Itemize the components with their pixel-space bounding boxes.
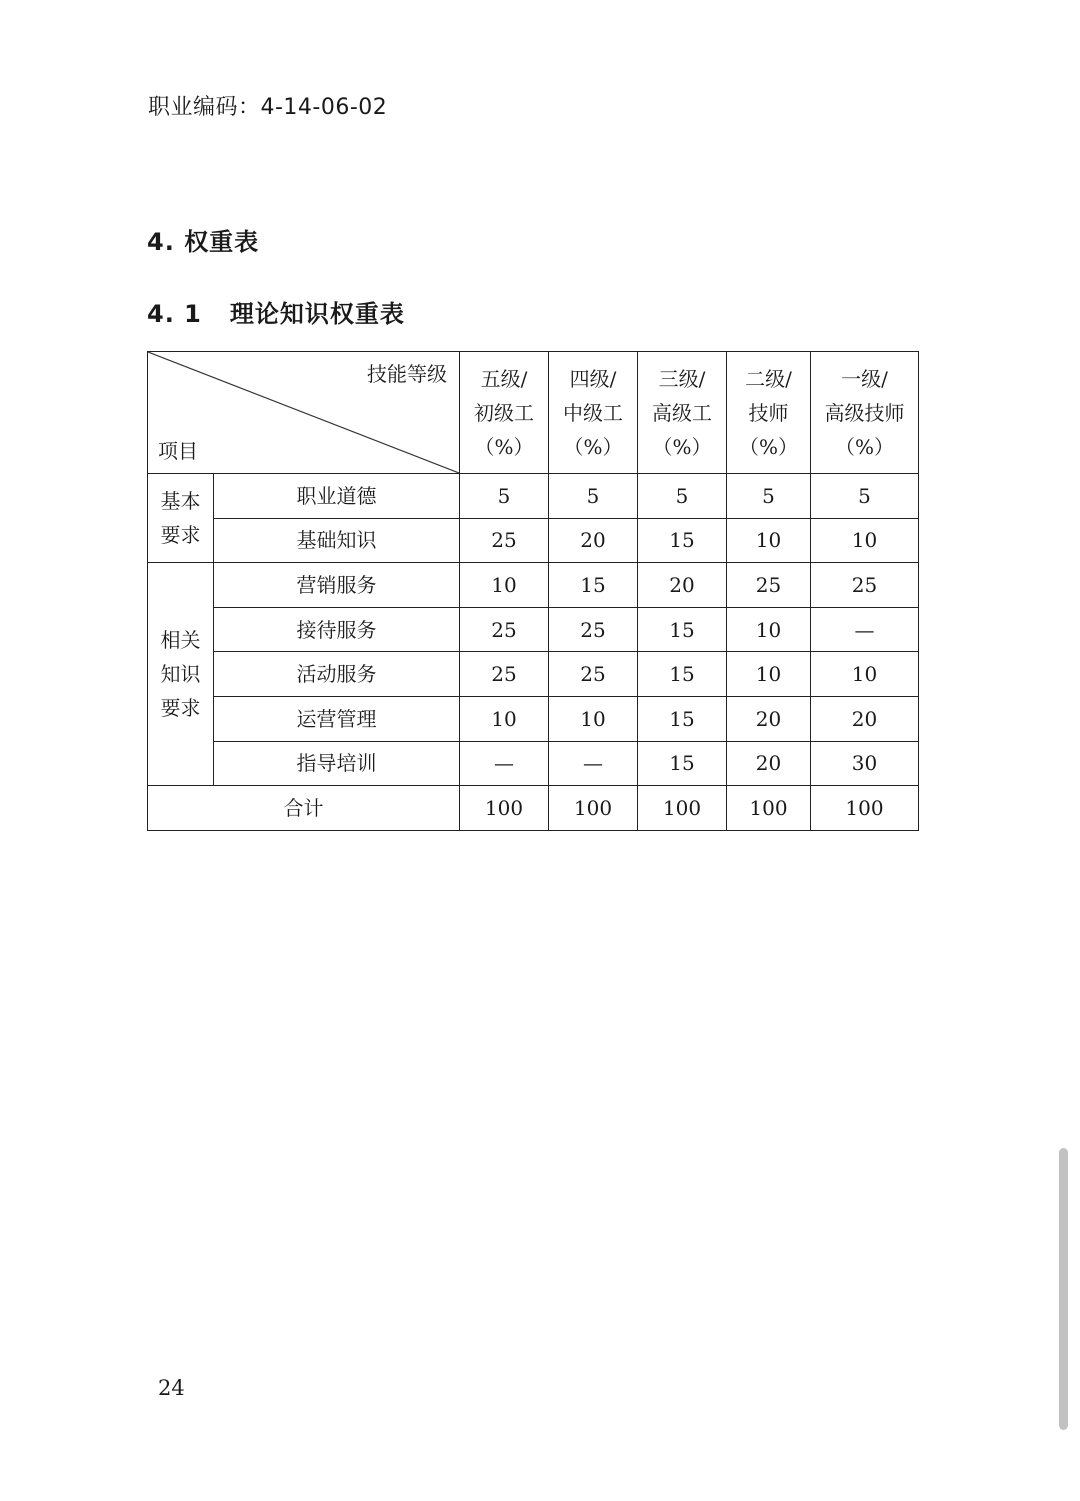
level-header-line: 高级工 [652, 400, 712, 425]
value-cell: 10 [727, 607, 811, 652]
level-header-line: 高级技师 [824, 400, 905, 425]
value-cell: 20 [638, 563, 727, 608]
value-cell: 25 [460, 607, 549, 652]
section-title [147, 222, 259, 257]
value-cell: 5 [811, 474, 919, 519]
value-cell: 15 [549, 563, 638, 608]
weight-table [147, 351, 919, 831]
value-cell: 25 [460, 652, 549, 697]
level-header-3 [638, 352, 727, 474]
value-cell: 5 [460, 474, 549, 519]
total-value-cell: 100 [638, 786, 727, 831]
level-header-line: （%） [563, 434, 623, 459]
value-cell: 20 [811, 696, 919, 741]
table-row [148, 518, 919, 563]
value-cell: 5 [727, 474, 811, 519]
value-cell: 15 [638, 741, 727, 786]
subsection-title-text: 理论知识权重表 [229, 300, 405, 328]
value-cell: 10 [727, 518, 811, 563]
value-cell: 25 [549, 607, 638, 652]
value-cell: 10 [727, 652, 811, 697]
table-header-row [148, 352, 919, 474]
total-value-cell: 100 [460, 786, 549, 831]
table-row [148, 652, 919, 697]
item-cell: 接待服务 [214, 607, 460, 652]
level-header-line: 技师 [748, 400, 789, 425]
value-cell: 25 [811, 563, 919, 608]
corner-item-label: 项目 [158, 439, 198, 463]
level-header-line: （%） [474, 434, 534, 459]
table-row [148, 741, 919, 786]
item-cell: 营销服务 [214, 563, 460, 608]
value-cell: 15 [638, 652, 727, 697]
group-label-line: 基本 [160, 489, 201, 514]
level-header-2 [727, 352, 811, 474]
section-number: 4. [147, 228, 175, 256]
section-title-text: 权重表 [184, 228, 260, 256]
vertical-scrollbar-thumb[interactable] [1059, 1148, 1068, 1430]
group-label-line: 要求 [160, 523, 201, 548]
value-cell: 20 [727, 741, 811, 786]
item-cell: 基础知识 [214, 518, 460, 563]
value-cell: 15 [638, 696, 727, 741]
table-row [148, 474, 919, 519]
subsection-number: 4. 1 [147, 300, 202, 328]
value-cell: 20 [727, 696, 811, 741]
occupation-code: 职业编码：4-14-06-02 [148, 95, 388, 120]
value-cell: 10 [460, 696, 549, 741]
value-cell: 15 [638, 518, 727, 563]
value-cell: — [460, 741, 549, 786]
value-cell: 25 [727, 563, 811, 608]
level-header-line: 初级工 [474, 400, 534, 425]
level-header-line: 一级/ [841, 366, 888, 391]
subsection-title [147, 294, 405, 329]
value-cell: 10 [460, 563, 549, 608]
group-label-line: 知识 [160, 662, 201, 687]
level-header-line: 三级/ [658, 366, 706, 391]
group-label-line: 相关 [160, 628, 201, 653]
value-cell: 10 [811, 518, 919, 563]
total-row [148, 786, 919, 831]
level-header-line: 四级/ [569, 366, 617, 391]
item-cell: 运营管理 [214, 696, 460, 741]
level-header-line: 五级/ [480, 366, 528, 391]
level-header-line: （%） [652, 434, 712, 459]
total-label: 合计 [148, 786, 460, 831]
table-row [148, 607, 919, 652]
level-header-line: 二级/ [745, 366, 792, 391]
value-cell: — [549, 741, 638, 786]
level-header-line: （%） [738, 434, 798, 459]
value-cell: 5 [638, 474, 727, 519]
diagonal-header-cell [148, 352, 460, 474]
value-cell: 10 [549, 696, 638, 741]
group-basic-requirements [148, 474, 214, 563]
value-cell: 30 [811, 741, 919, 786]
total-value-cell: 100 [549, 786, 638, 831]
page-number: 24 [158, 1376, 185, 1400]
item-cell: 职业道德 [214, 474, 460, 519]
item-cell: 活动服务 [214, 652, 460, 697]
level-header-5 [460, 352, 549, 474]
total-value-cell: 100 [811, 786, 919, 831]
item-cell: 指导培训 [214, 741, 460, 786]
total-value-cell: 100 [727, 786, 811, 831]
corner-skill-level-label: 技能等级 [367, 362, 447, 386]
value-cell: 5 [549, 474, 638, 519]
value-cell: 25 [460, 518, 549, 563]
group-label-line: 要求 [160, 696, 201, 721]
value-cell: 15 [638, 607, 727, 652]
level-header-1 [811, 352, 919, 474]
table-row [148, 563, 919, 608]
table-row [148, 696, 919, 741]
group-related-knowledge [148, 563, 214, 786]
level-header-line: （%） [834, 434, 894, 459]
level-header-line: 中级工 [563, 400, 623, 425]
value-cell: 20 [549, 518, 638, 563]
value-cell: 10 [811, 652, 919, 697]
level-header-4 [549, 352, 638, 474]
value-cell: 25 [549, 652, 638, 697]
value-cell: — [811, 607, 919, 652]
